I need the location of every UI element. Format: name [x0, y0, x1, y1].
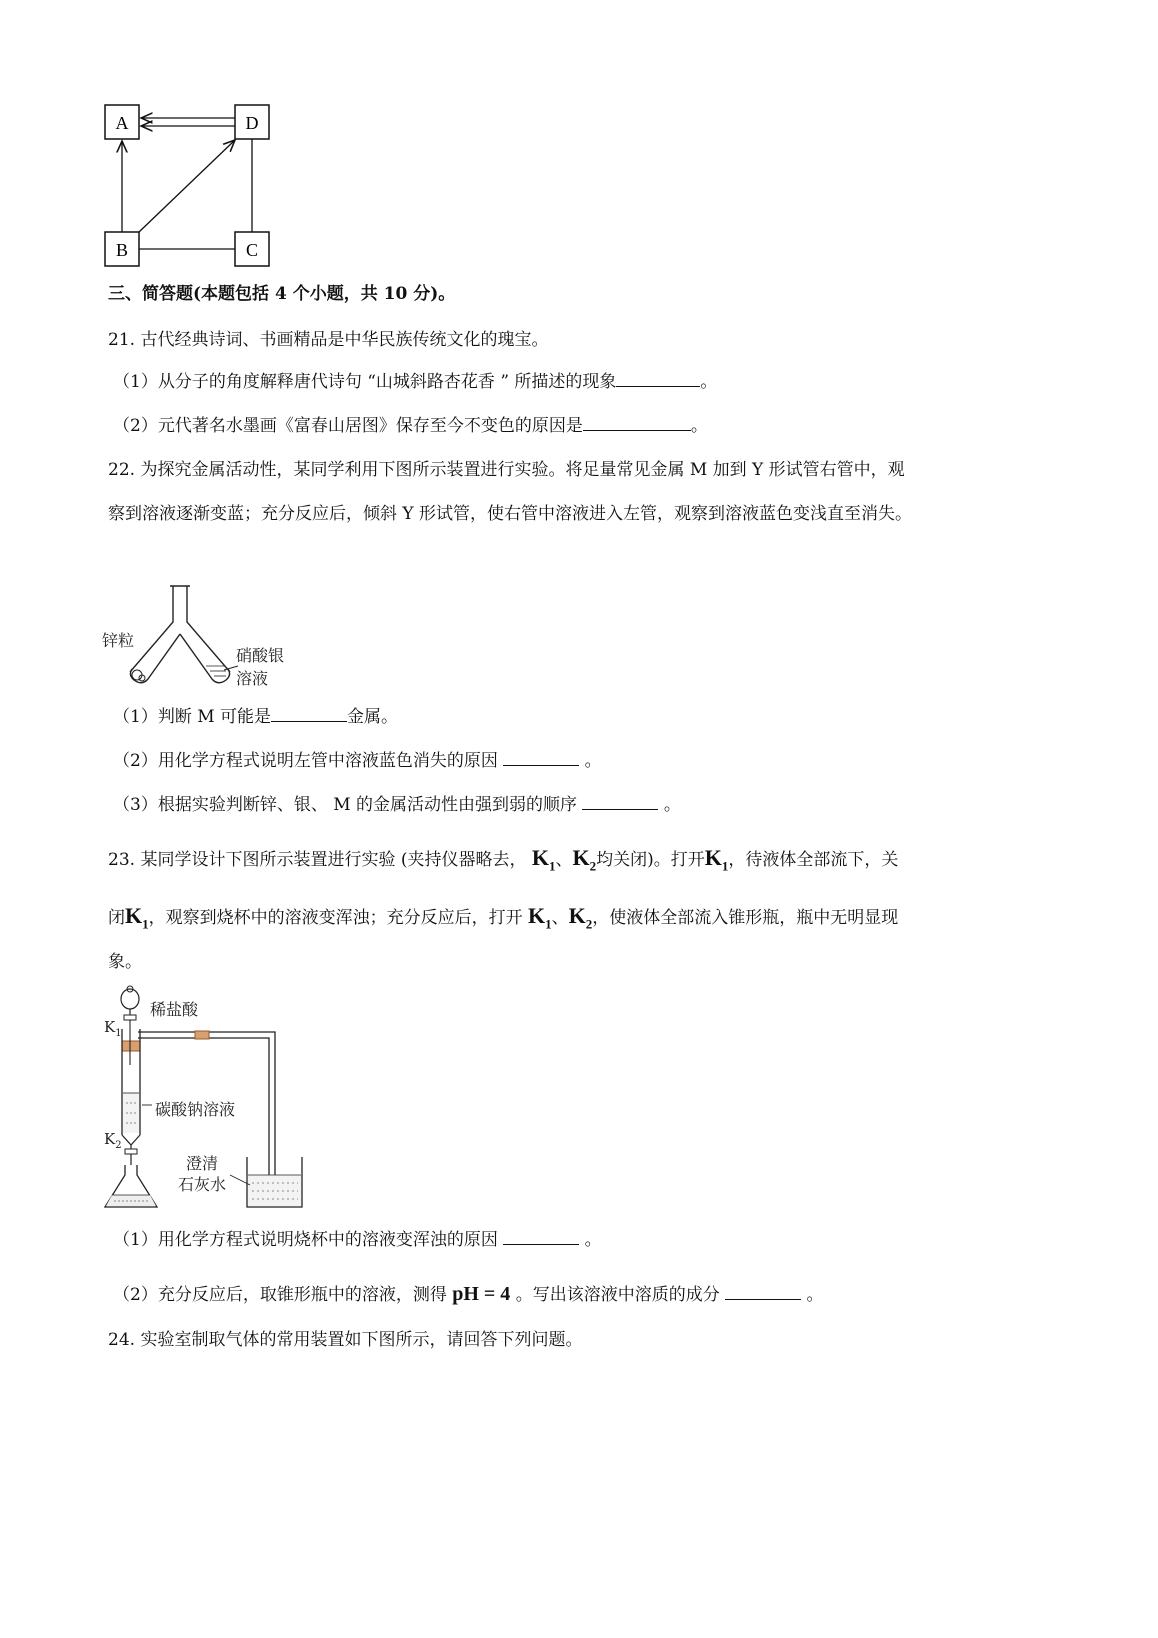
node-b	[105, 232, 139, 266]
symbol-k1: $K_1$	[125, 903, 149, 932]
label-k2: $K_2$	[104, 1130, 122, 1151]
label-silver-nitrate-2: 溶液	[236, 669, 269, 688]
q22-stem-line1: 22. 为探究金属活动性，某同学利用下图所示装置进行实验。将足量常见金属 M 加到 Y 形试管右管中，观	[108, 460, 905, 480]
valve-k2	[125, 1149, 137, 1154]
symbol-k2: $K_2$	[568, 903, 593, 932]
section-title: 三、简答题(本题包括 4 个小题，共 10 分)。	[108, 284, 456, 304]
label-dilute-hcl: 稀盐酸	[150, 1000, 199, 1019]
q22-part1: （1）判断 M 可能是 金属。	[113, 707, 399, 727]
symbol-k1: $K_1$	[528, 903, 552, 932]
symbol-k1: $K_1$	[531, 845, 556, 874]
answer-blank[interactable]	[583, 414, 691, 431]
answer-blank[interactable]	[503, 749, 579, 766]
svg-text:B: B	[115, 240, 129, 260]
label-zinc: 锌粒	[102, 631, 135, 650]
limewater	[248, 1175, 301, 1206]
label-limewater-1: 澄清	[186, 1154, 219, 1173]
q21-part1: （1）从分子的角度解释唐代诗句 “山城斜路杏花香 ” 所描述的现象 。	[113, 372, 718, 392]
q23-stem-line3: 象。	[108, 952, 142, 972]
abcd-diagram	[95, 95, 285, 275]
answer-blank[interactable]	[616, 370, 700, 387]
label-k1: $K_1$	[104, 1018, 122, 1039]
arrow-b-to-d	[139, 140, 235, 232]
node-c	[235, 232, 269, 266]
label-limewater-2: 石灰水	[178, 1175, 227, 1194]
svg-text:C: C	[245, 240, 259, 260]
y-tube-figure	[120, 582, 250, 692]
q23-stem-line2: 闭$K_1$，观察到烧杯中的溶液变浑浊；充分反应后，打开 $K_1$、$K_2$，使液体全部流入锥形瓶，瓶中无明显现	[108, 903, 899, 932]
label-silver-nitrate-1: 硝酸银	[236, 646, 285, 665]
svg-text:D: D	[245, 113, 259, 133]
q22-part2: （2）用化学方程式说明左管中溶液蓝色消失的原因 。	[113, 751, 602, 771]
label-sodium-carbonate: 碳酸钠溶液	[155, 1100, 236, 1119]
q22-part3: （3）根据实验判断锌、银、 M 的金属活动性由强到弱的顺序 。	[113, 795, 681, 815]
q23-stem-line1: 23. 某同学设计下图所示装置进行实验 (夹持仪器略去， $K_1$、$K_2$均关闭)。打开$K_1$，待液体全部流下，关	[108, 845, 899, 874]
q24-stem: 24. 实验室制取气体的常用装置如下图所示，请回答下列问题。	[108, 1330, 583, 1350]
answer-blank[interactable]	[503, 1228, 579, 1245]
answer-blank[interactable]	[725, 1283, 801, 1300]
symbol-k1: $K_1$	[704, 845, 729, 874]
node-a	[105, 105, 139, 139]
answer-blank[interactable]	[582, 793, 658, 810]
q21-part2: （2）元代著名水墨画《富春山居图》保存至今不变色的原因是 。	[113, 416, 708, 436]
answer-blank[interactable]	[271, 705, 347, 722]
node-d	[235, 105, 269, 139]
q23-part1: （1）用化学方程式说明烧杯中的溶液变浑浊的原因 。	[113, 1230, 602, 1250]
symbol-k2: $K_2$	[572, 845, 597, 874]
valve-k1	[124, 1015, 136, 1020]
q23-part2: （2）充分反应后，取锥形瓶中的溶液，测得 pH = 4 。写出该溶液中溶质的成分 。	[113, 1283, 824, 1305]
q22-stem-line2: 察到溶液逐渐变蓝；充分反应后，倾斜 Y 形试管，使右管中溶液进入左管，观察到溶液蓝色变浅直至消失。	[108, 504, 913, 524]
q21-stem: 21. 古代经典诗词、书画精品是中华民族传统文化的瑰宝。	[108, 330, 549, 350]
ph-value: pH = 4	[452, 1283, 511, 1305]
rubber-stopper	[122, 1041, 140, 1051]
svg-text:A: A	[115, 113, 129, 133]
